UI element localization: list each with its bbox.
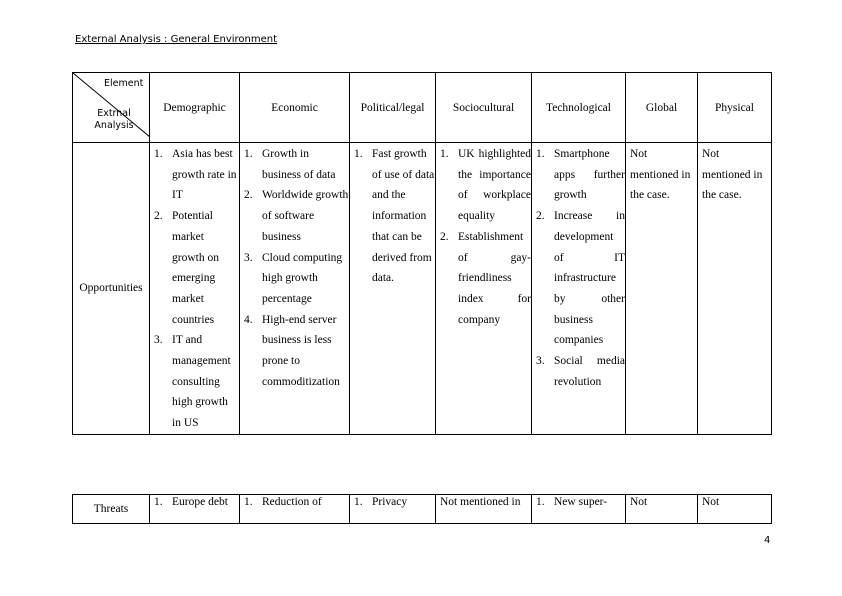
item-number: 2. — [154, 210, 163, 223]
col-header-physical: Physical — [698, 73, 772, 143]
col-header-global: Global — [626, 73, 698, 143]
item-text: Reduction of — [262, 496, 322, 508]
item-number: 1. — [154, 148, 163, 160]
col-header-sociocultural: Sociocultural — [436, 73, 532, 143]
col-header-political: Political/legal — [350, 73, 436, 143]
row-label-opportunities: Opportunities — [73, 143, 150, 435]
cell-political — [350, 143, 436, 435]
item-text: Increase in development of IT infrastructure by other business companies — [554, 210, 625, 347]
item-text: Fast growth of use of data and the information that can be derived from data. — [372, 148, 435, 285]
list-item — [240, 248, 349, 310]
list-item — [150, 330, 239, 434]
item-text: IT and management consulting high growth in US — [172, 334, 231, 430]
external-analysis-label — [84, 108, 144, 132]
page-number: 4 — [764, 535, 771, 546]
item-number: 2. — [244, 189, 253, 202]
analysis-table — [72, 72, 772, 435]
item-number: 1. — [440, 148, 449, 160]
list-item — [150, 206, 239, 330]
threat-demographic — [150, 495, 240, 524]
cell-demographic — [150, 143, 240, 435]
col-header-technological: Technological — [532, 73, 626, 143]
item-text: Europe debt — [172, 496, 228, 508]
list-item — [240, 310, 349, 393]
page-title: External Analysis : General Environment — [75, 34, 278, 45]
col-header-economic: Economic — [240, 73, 350, 143]
list-item — [350, 144, 435, 289]
threat-physical — [698, 495, 772, 524]
cell-economic — [240, 143, 350, 435]
list-item — [436, 227, 531, 331]
list-item — [240, 185, 349, 247]
item-number: 2. — [440, 230, 449, 243]
col-header-demographic: Demographic — [150, 73, 240, 143]
list-item — [240, 144, 349, 185]
item-text: Not — [630, 496, 648, 508]
item-number: 1. — [536, 148, 545, 160]
cell-sociocultural — [436, 143, 532, 435]
item-text: Establishment of gay-friendliness index for company — [458, 230, 531, 326]
list-item — [150, 144, 239, 206]
row-label-threats: Threats — [73, 495, 150, 524]
cell-global — [626, 143, 698, 435]
item-number: 1. — [244, 496, 253, 508]
cell-physical — [698, 143, 772, 435]
item-number: 4. — [244, 313, 253, 326]
list-item — [532, 351, 625, 392]
global-text: Not mentioned in the case. — [630, 148, 691, 202]
item-number: 3. — [536, 355, 545, 368]
threats-row — [73, 495, 772, 524]
external-analysis-text: Extrnal Analysis — [94, 108, 134, 131]
item-number: 2. — [536, 210, 545, 223]
item-number: 1. — [354, 496, 363, 508]
item-number: 3. — [154, 334, 163, 347]
item-text: New super- — [554, 496, 608, 508]
item-number: 3. — [244, 251, 253, 264]
item-number: 1. — [354, 148, 363, 160]
physical-text: Not mentioned in the case. — [702, 148, 763, 202]
list-item — [532, 144, 625, 206]
item-text: Social media revolution — [554, 355, 625, 388]
threat-global — [626, 495, 698, 524]
item-text: UK highlighted the importance of workplace equality — [458, 148, 531, 223]
header-row — [73, 73, 772, 143]
item-text: Privacy — [372, 496, 408, 508]
item-text: Cloud computing high growth percentage — [262, 251, 343, 305]
list-item — [436, 144, 531, 227]
item-text: Worldwide growth of software business — [262, 189, 349, 243]
threat-technological — [532, 495, 626, 524]
threat-political — [350, 495, 436, 524]
threat-sociocultural — [436, 495, 532, 524]
diagonal-header-cell — [73, 73, 150, 143]
item-text: Potential market growth on emerging market countries — [172, 210, 219, 326]
threats-table — [72, 494, 772, 524]
threat-economic — [240, 495, 350, 524]
item-number: 1. — [536, 496, 545, 508]
item-text: Not mentioned in — [440, 496, 521, 508]
item-text: Asia has best growth rate in IT — [172, 148, 237, 202]
cell-technological — [532, 143, 626, 435]
element-label: Element — [104, 78, 144, 89]
item-number: 1. — [244, 148, 253, 160]
item-text: Not — [702, 496, 720, 508]
opportunities-row — [73, 143, 772, 435]
item-text: Smartphone apps further growth — [554, 148, 625, 202]
list-item — [532, 206, 625, 351]
item-text: Growth in business of data — [262, 148, 336, 181]
item-text: High-end server business is less prone to commoditization — [262, 313, 340, 388]
item-number: 1. — [154, 496, 163, 508]
